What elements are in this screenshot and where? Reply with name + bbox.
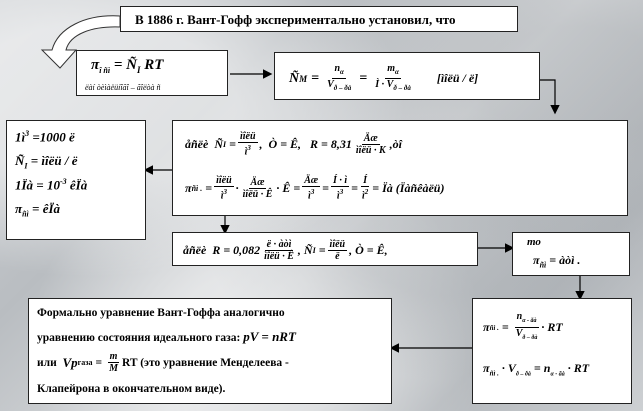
title-text: В 1886 г. Вант-Гофф экспериментально установил, что xyxy=(135,12,456,27)
pressure-per-volume-formula: π ñì . = $\frac{n_{\alpha - ãà}}{V_{ð - ðà}}$ · RT xyxy=(483,311,563,341)
atm-result-box xyxy=(512,232,630,276)
molar-concentration-box xyxy=(274,52,540,100)
atm-result-formula: $\pi_{ñì}$ = àòì . xyxy=(533,253,581,270)
atm-conditions-line: åñëè R = 0,082 $\frac{\text{ë · àòì}}{\text{ìîëü · Ê}}$ , Ñ I = $\frac{\text{ìîëü}}{ë}$ , Ò = Ê, xyxy=(183,239,388,262)
pressure-unit-derivation-line: π ñì . = $\frac{\text{ìîëü}}{ì^3}$ · $\frac{Äæ}{\text{ìîëü · Ê}}$ · Ê = $\frac{Äæ}{ì^3}$ = $\frac{Í \cdot ì}{ì^3}$ = $\frac{Í}{ì^2}$ = Ïà (Ïàñêàëü) xyxy=(185,175,445,202)
formula-note: ëàí òèìàëüíîãî – ãîëòà ñ xyxy=(85,83,161,92)
pressure-volume-product-formula: $\pi_{ñì .} \cdot V_{ð - ðà} = n_{\alpha - ãà}$ · RT xyxy=(483,361,590,378)
analogy-line-3: или Vp газа = $\frac{m}{M}$ RT (это уравнение Менделеева - xyxy=(37,351,289,374)
concentration-unit-line: $Ñ_I$ = ìîëü / ë xyxy=(15,153,78,171)
osmotic-pressure-formula: $\pi_{î ñì}$ = $Ñ_I$ RT xyxy=(91,57,164,75)
analogy-line-1: Формально уравнение Вант-Гоффа аналогично xyxy=(37,307,285,319)
pressure-unit-line: $\pi_{ñì}$ = êÏà xyxy=(15,201,61,219)
ideal-gas-analogy-box xyxy=(28,298,392,404)
analogy-line-2: уравнению состояния идеального газа: pV = nRT xyxy=(37,329,296,344)
atm-conditions-box xyxy=(172,232,478,266)
si-conditions-line: åñëè Ñ I = $\frac{\text{ìîëü}}{ì^3}$ , Ò = Ê, R = 8,31 $\frac{Äæ}{\text{ìîëü · K}}$ ,òî xyxy=(185,131,402,158)
units-derivation-box xyxy=(172,120,628,216)
vant-hoff-volume-box xyxy=(472,298,632,404)
molar-concentration-formula: Ñ M = $\frac{n_\alpha}{V_{ð - ðà}}$ = $\frac{m_\alpha}{Ì \cdot V_{ð - ðà}}$ [ìîëü / ë] xyxy=(289,63,479,92)
cubic-meter-line: $1ì^3 =1000$ ë xyxy=(15,129,75,145)
vant-hoff-formula-box xyxy=(76,50,228,96)
pascal-conversion-line: 1Ïà = $10^{-3}$ êÏà xyxy=(15,177,88,193)
analogy-line-4: Клапейрона в окончательном виде). xyxy=(37,383,226,395)
unit-conversions-box xyxy=(6,120,146,240)
then-label: то xyxy=(527,236,541,248)
